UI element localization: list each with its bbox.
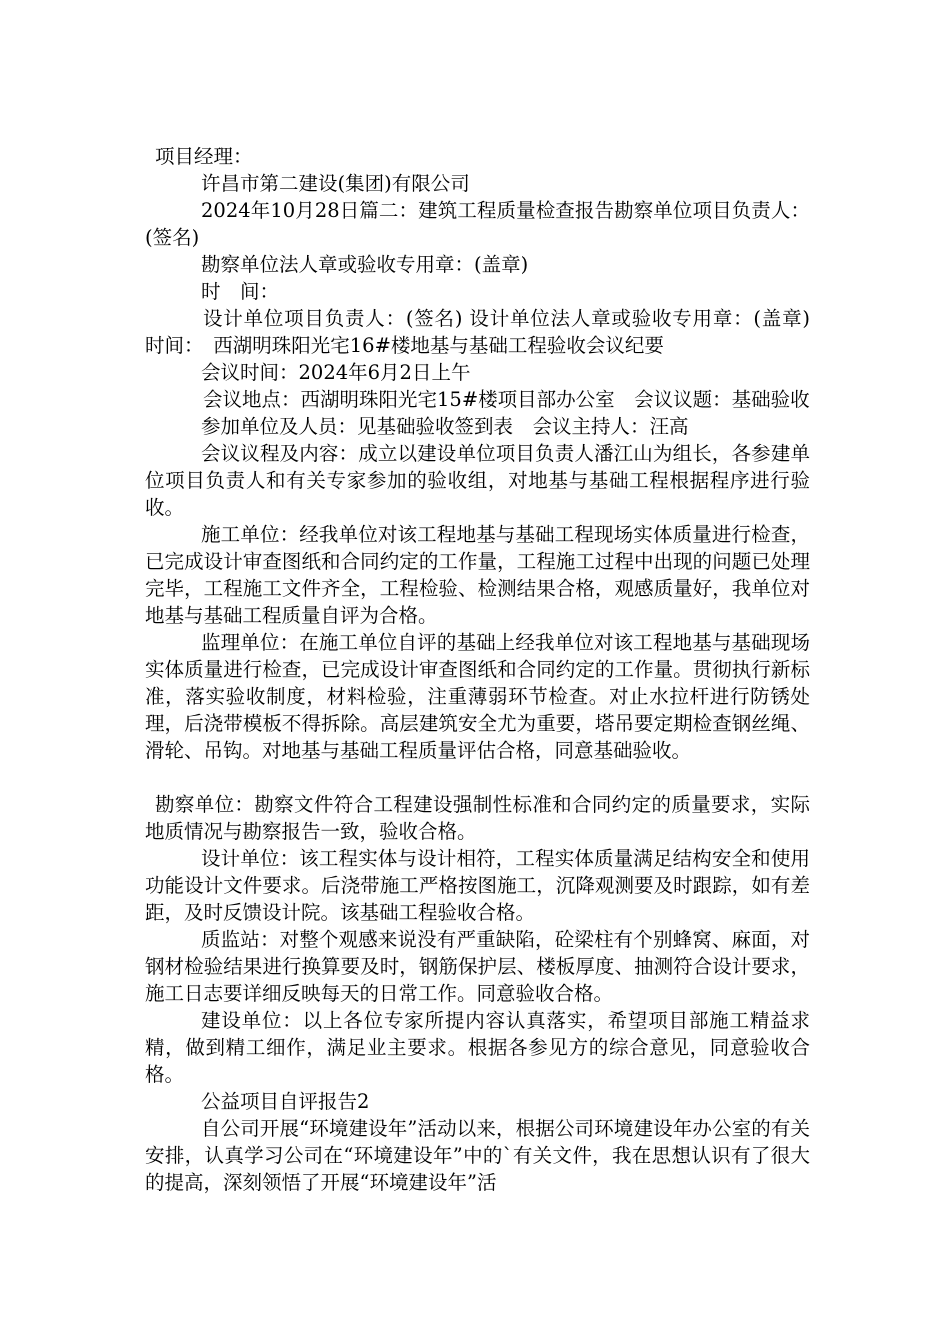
design-unit-signature-and-title: 设计单位项目负责人：(签名) 设计单位法人章或验收专用章：(盖章) 时间： 西湖明珠阳光宅16#楼地基与基础工程验收会议纪要 bbox=[145, 307, 810, 357]
meeting-time: 会议时间：2024年6月2日上午 bbox=[201, 361, 471, 384]
report-intro-paragraph: 自公司开展“环境建设年”活动以来，根据公司环境建设年办公室的有关安排，认真学习公司在“环境建设年”中的`有关文件，我在思想认识有了很大的提高，深刻领悟了开展“环境建设年”活 bbox=[145, 1117, 810, 1194]
quality-station-paragraph: 质监站：对整个观感来说没有严重缺陷，砼梁柱有个别蜂窝、麻面，对钢材检验结果进行换算要及时，钢筋保护层、楼板厚度、抽测符合设计要求，施工日志要详细反映每天的日常工作。同意验收合格。 bbox=[145, 928, 810, 1005]
meeting-place-and-topic: 会议地点：西湖明珠阳光宅15#楼项目部办公室 会议议题：基础验收 bbox=[203, 388, 810, 411]
blank-line bbox=[145, 764, 810, 791]
owner-unit-paragraph: 建设单位：以上各位专家所提内容认真落实，希望项目部施工精益求精，做到精工细作，满足业主要求。根据各参见方的综合意见，同意验收合格。 bbox=[145, 1009, 810, 1086]
date-and-heading: 2024年10月28日篇二：建筑工程质量检查报告勘察单位项目负责人：(签名) bbox=[145, 199, 810, 249]
document-page bbox=[145, 143, 810, 1196]
participants-and-host: 参加单位及人员：见基础验收签到表 会议主持人：汪高 bbox=[201, 415, 689, 438]
survey-unit-paragraph: 勘察单位：勘察文件符合工程建设强制性标准和合同约定的质量要求，实际地质情况与勘察报告一致，验收合格。 bbox=[145, 793, 810, 843]
survey-seal-line: 勘察单位法人章或验收专用章：(盖章) bbox=[201, 253, 529, 276]
design-unit-paragraph: 设计单位：该工程实体与设计相符，工程实体质量满足结构安全和使用功能设计文件要求。后浇带施工严格按图施工，沉降观测要及时跟踪，如有差距，及时反馈设计院。该基础工程验收合格。 bbox=[145, 847, 810, 924]
company-name: 许昌市第二建设(集团)有限公司 bbox=[201, 172, 470, 195]
report-title: 公益项目自评报告2 bbox=[201, 1090, 370, 1113]
construction-unit-paragraph: 施工单位：经我单位对该工程地基与基础工程现场实体质量进行检查，已完成设计审查图纸和合同约定的工作量，工程施工过程中出现的问题已处理完毕，工程施工文件齐全，工程检验、检测结果合格，观感质量好，我单位对地基与基础工程质量自评为合格。 bbox=[145, 523, 810, 627]
project-manager-line: 项目经理： bbox=[155, 145, 253, 168]
time-line: 时 间： bbox=[201, 280, 280, 303]
meeting-agenda: 会议议程及内容：成立以建设单位项目负责人潘江山为组长，各参建单位项目负责人和有关专家参加的验收组，对地基与基础工程根据程序进行验收。 bbox=[145, 442, 810, 519]
supervision-unit-paragraph: 监理单位：在施工单位自评的基础上经我单位对该工程地基与基础现场实体质量进行检查，已完成设计审查图纸和合同约定的工作量。贯彻执行新标准，落实验收制度，材料检验，注重薄弱环节检查。对止水拉杆进行防锈处理，后浇带模板不得拆除。高层建筑安全尤为重要，塔吊要定期检查钢丝绳、滑轮、吊钩。对地基与基础工程质量评估合格，同意基础验收。 bbox=[145, 631, 810, 762]
